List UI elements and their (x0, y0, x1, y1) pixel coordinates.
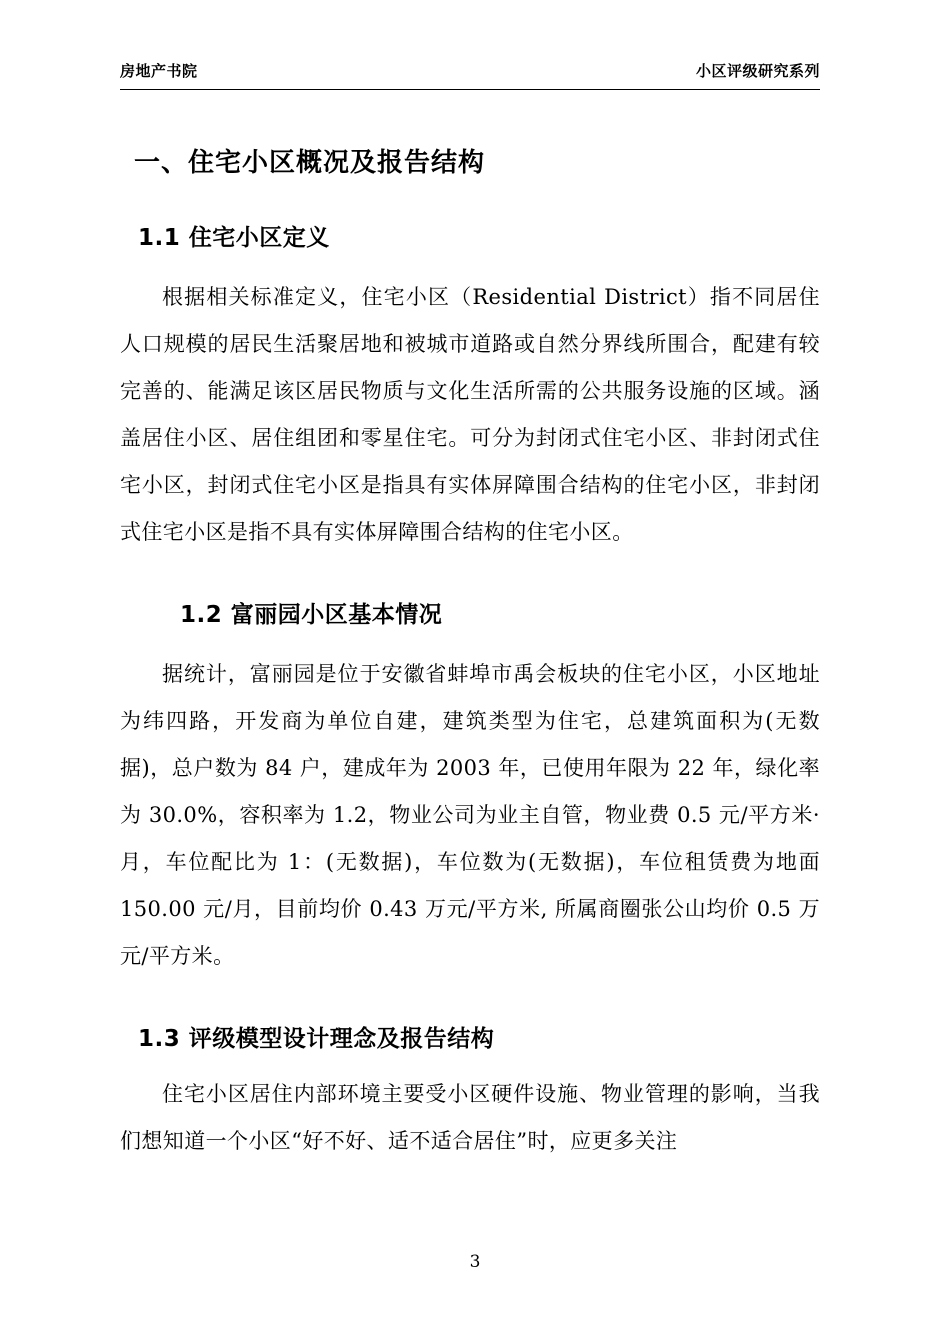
subsection-heading-1-3: 1.3 评级模型设计理念及报告结构 (138, 1026, 495, 1052)
section-heading-1: 一、住宅小区概况及报告结构 (134, 148, 486, 178)
paragraph-basic-info: 据统计，富丽园是位于安徽省蚌埠市禹会板块的住宅小区，小区地址为纬四路，开发商为单位自建，建筑类型为住宅，总建筑面积为(无数据)，总户数为 84 户，建成年为 2003 年，已使用年限为 22 年，绿化率为 30.0%，容积率为 1.2，物业公司为业主自管，物业费 0.5 元/平方米·月，车位配比为 1：(无数据)，车位数为(无数据)，车位租赁费为地面 150.00 元/月，目前均价 0.43 万元/平方米, 所属商圈张公山均价 0.5 万元/平方米。 (120, 662, 820, 968)
page-content (120, 60, 820, 1165)
page-number: 3 (469, 1252, 481, 1272)
subsection-heading-1-2: 1.2 富丽园小区基本情况 (180, 602, 443, 628)
page-header (120, 60, 820, 90)
paragraph-definition: 根据相关标准定义，住宅小区（Residential District）指不同居住人口规模的居民生活聚居地和被城市道路或自然分界线所围合，配建有较完善的、能满足该区居民物质与文化生活所需的公共服务设施的区域。涵盖居住小区、居住组团和零星住宅。可分为封闭式住宅小区、非封闭式住宅小区，封闭式住宅小区是指具有实体屏障围合结构的住宅小区，非封闭式住宅小区是指不具有实体屏障围合结构的住宅小区。 (120, 285, 820, 544)
header-left-text: 房地产书院 (120, 62, 198, 80)
header-right-text: 小区评级研究系列 (695, 62, 820, 80)
paragraph-model-design: 住宅小区居住内部环境主要受小区硬件设施、物业管理的影响，当我们想知道一个小区“好不好、适不适合居住”时，应更多关注 (120, 1082, 820, 1153)
subsection-heading-1-1: 1.1 住宅小区定义 (138, 225, 330, 251)
